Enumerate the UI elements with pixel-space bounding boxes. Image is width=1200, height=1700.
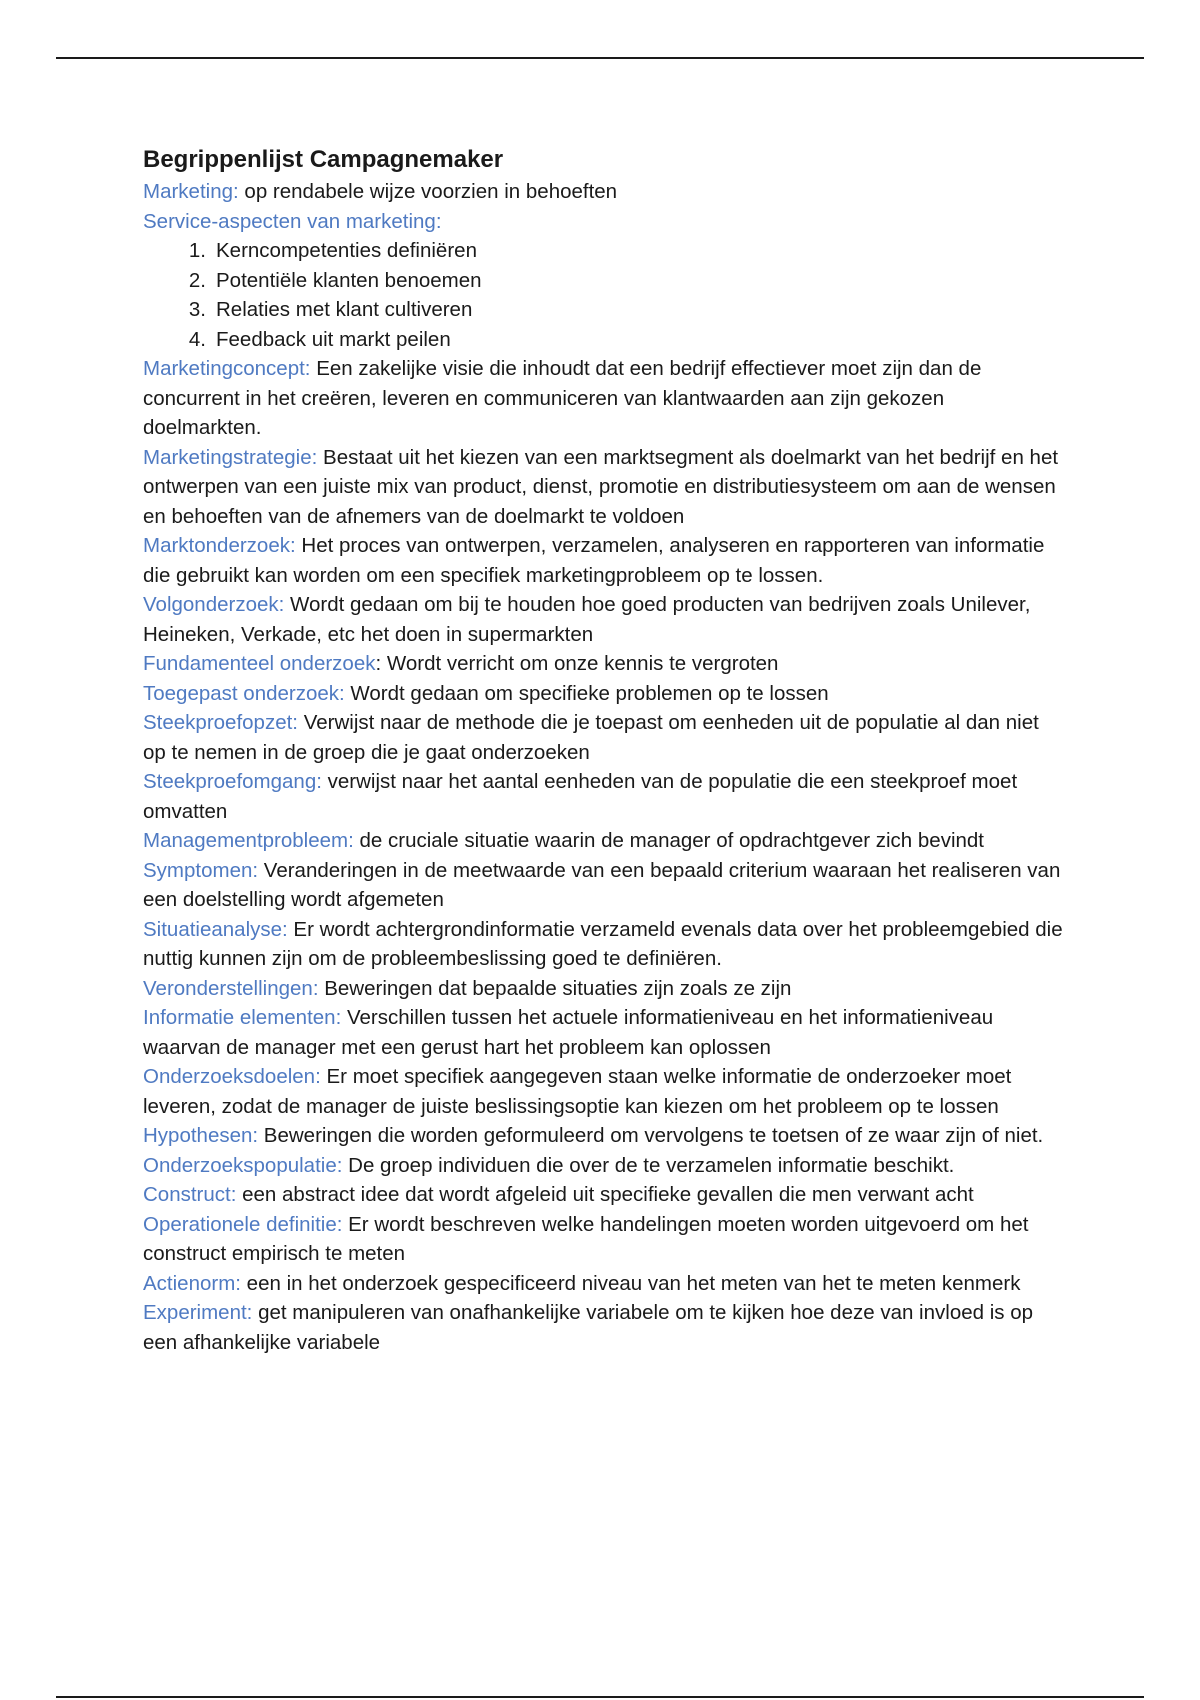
glossary-entry — [143, 708, 1063, 767]
glossary-term: Marketing: — [143, 180, 239, 203]
glossary-definition: verwijst naar het aantal eenheden van de populatie die een steekproef moet omvatten — [143, 770, 1018, 823]
glossary-definition: de cruciale situatie waarin de manager of opdrachtgever zich bevindt — [353, 829, 984, 852]
glossary-entry — [143, 679, 1063, 709]
list-number: 1. — [188, 239, 206, 262]
glossary-entry — [143, 856, 1063, 915]
glossary-definition: Verwijst naar de methode die je toepast om eenheden uit de populatie al dan niet op te nemen in de groep die je gaat onderzoeken — [143, 711, 1039, 764]
glossary-entry — [143, 1121, 1063, 1151]
glossary-entry — [143, 1210, 1063, 1269]
glossary-definition: De groep individuen die over de te verzamelen informatie beschikt. — [342, 1153, 955, 1177]
glossary-definition: get manipuleren van onafhankelijke variabele om te kijken hoe deze van invloed is op een afhankelijke variabele — [143, 1301, 1034, 1354]
list-item-text: Potentiële klanten benoemen — [216, 268, 482, 292]
glossary-term: Actienorm: — [143, 1271, 241, 1295]
glossary-term: Construct: — [143, 1183, 237, 1206]
list-item — [188, 325, 1063, 355]
glossary-entry — [143, 1062, 1063, 1121]
glossary-term: Informatie elementen: — [143, 1006, 342, 1029]
glossary-definition: een in het onderzoek gespecificeerd niveau van het meten van het te meten kenmerk — [240, 1271, 1021, 1295]
glossary-definition: een abstract idee dat wordt afgeleid uit specifieke gevallen die men verwant acht — [236, 1183, 974, 1206]
glossary-entry-service-aspects — [143, 207, 1063, 237]
glossary-term: Marktonderzoek: — [143, 534, 296, 557]
glossary-term: Toegepast onderzoek: — [143, 681, 345, 705]
document-title: Begrippenlijst Campagnemaker — [143, 146, 504, 173]
header-rule — [56, 57, 1144, 59]
glossary-definition: : Wordt verricht om onze kennis te vergroten — [375, 652, 779, 675]
list-number: 3. — [188, 298, 206, 321]
glossary-entry-marketing — [143, 177, 1063, 207]
glossary-term: Situatieanalyse: — [143, 917, 288, 941]
list-item — [188, 266, 1063, 296]
glossary-definition: Er wordt achtergrondinformatie verzameld evenals data over het probleemgebied die nuttig kunnen zijn om de probleembeslissing goed te definiëren. — [143, 917, 1063, 970]
glossary-entry — [143, 767, 1063, 826]
glossary-term: Managementprobleem: — [143, 829, 354, 852]
glossary-term: Onderzoeksdoelen: — [143, 1065, 321, 1088]
footer-rule — [56, 1696, 1144, 1698]
list-item — [188, 295, 1063, 325]
glossary-entry — [143, 531, 1063, 590]
glossary-definition: Beweringen dat bepaalde situaties zijn zoals ze zijn — [318, 976, 792, 1000]
list-item — [188, 236, 1063, 266]
glossary-definition: op rendabele wijze voorzien in behoeften — [238, 180, 618, 203]
glossary-term: Onderzoekspopulatie: — [143, 1153, 343, 1177]
glossary-term: Marketingconcept: — [143, 357, 311, 380]
glossary-term: Hypothesen: — [143, 1124, 259, 1147]
glossary-definition: Verschillen tussen het actuele informatieniveau en het informatieniveau waarvan de manager met een gerust hart het probleem kan oplossen — [143, 1006, 994, 1059]
glossary-entry — [143, 590, 1063, 649]
glossary-definition: Bestaat uit het kiezen van een marktsegment als doelmarkt van het bedrijf en het ontwerpen van een juiste mix van product, dienst, promotie en distributiesysteem om aan de wensen en behoeften van de afnemers van de doelmarkt te voldoen — [143, 445, 1059, 528]
glossary-entry — [143, 649, 1063, 679]
glossary-term: Marketingstrategie: — [143, 445, 318, 469]
glossary-definition: Er wordt beschreven welke handelingen moeten worden uitgevoerd om het construct empirisch te meten — [143, 1212, 1029, 1265]
list-item-text: Kerncompetenties definiëren — [216, 239, 477, 262]
glossary-definition: Veranderingen in de meetwaarde van een bepaald criterium waaraan het realiseren van een doelstelling wordt afgemeten — [143, 858, 1061, 911]
glossary-entry — [143, 974, 1063, 1004]
glossary-entry — [143, 443, 1063, 532]
glossary-term: Experiment: — [143, 1301, 253, 1324]
glossary-definition: Een zakelijke visie die inhoudt dat een bedrijf effectiever moet zijn dan de concurrent in het creëren, leveren en communiceren van klantwaarden aan zijn gekozen doelmarkten. — [143, 357, 982, 439]
glossary-term: Veronderstellingen: — [143, 976, 319, 1000]
glossary-definition: Er moet specifiek aangegeven staan welke informatie de onderzoeker moet leveren, zodat de manager de juiste beslissingsoptie kan kiezen om het probleem op te lossen — [143, 1065, 1012, 1118]
glossary-entry — [143, 1151, 1063, 1181]
glossary-definition: Beweringen die worden geformuleerd om vervolgens te toetsen of ze waar zijn of niet. — [258, 1124, 1044, 1147]
glossary-term: Steekproefomgang: — [143, 770, 322, 793]
glossary-entry — [143, 1003, 1063, 1062]
glossary-term: Service-aspecten van marketing: — [143, 209, 442, 233]
glossary-definition: Wordt gedaan om bij te houden hoe goed producten van bedrijven zoals Unilever, Heineken, Verkade, etc het doen in supermarkten — [143, 593, 1031, 646]
glossary-term: Symptomen: — [143, 858, 259, 882]
glossary-definition: Het proces van ontwerpen, verzamelen, analyseren en rapporteren van informatie die gebruikt kan worden om een specifiek marketingprobleem op te lossen. — [143, 534, 1045, 587]
document-body — [143, 143, 1063, 1357]
list-number: 2. — [188, 268, 206, 292]
list-item-text: Feedback uit markt peilen — [216, 327, 451, 351]
service-aspects-list — [143, 236, 1063, 354]
glossary-term: Steekproefopzet: — [143, 711, 298, 734]
glossary-term: Operationele definitie: — [143, 1212, 343, 1236]
glossary-definition: Wordt gedaan om specifieke problemen op te lossen — [344, 681, 829, 705]
glossary-entry — [143, 1298, 1063, 1357]
glossary-entry — [143, 354, 1063, 443]
glossary-entry — [143, 915, 1063, 974]
list-item-text: Relaties met klant cultiveren — [216, 298, 473, 321]
glossary-entry — [143, 826, 1063, 856]
glossary-term: Fundamenteel onderzoek — [143, 652, 376, 675]
list-number: 4. — [188, 327, 206, 351]
glossary-entry — [143, 1180, 1063, 1210]
glossary-term: Volgonderzoek: — [143, 593, 285, 616]
glossary-entry — [143, 1269, 1063, 1299]
